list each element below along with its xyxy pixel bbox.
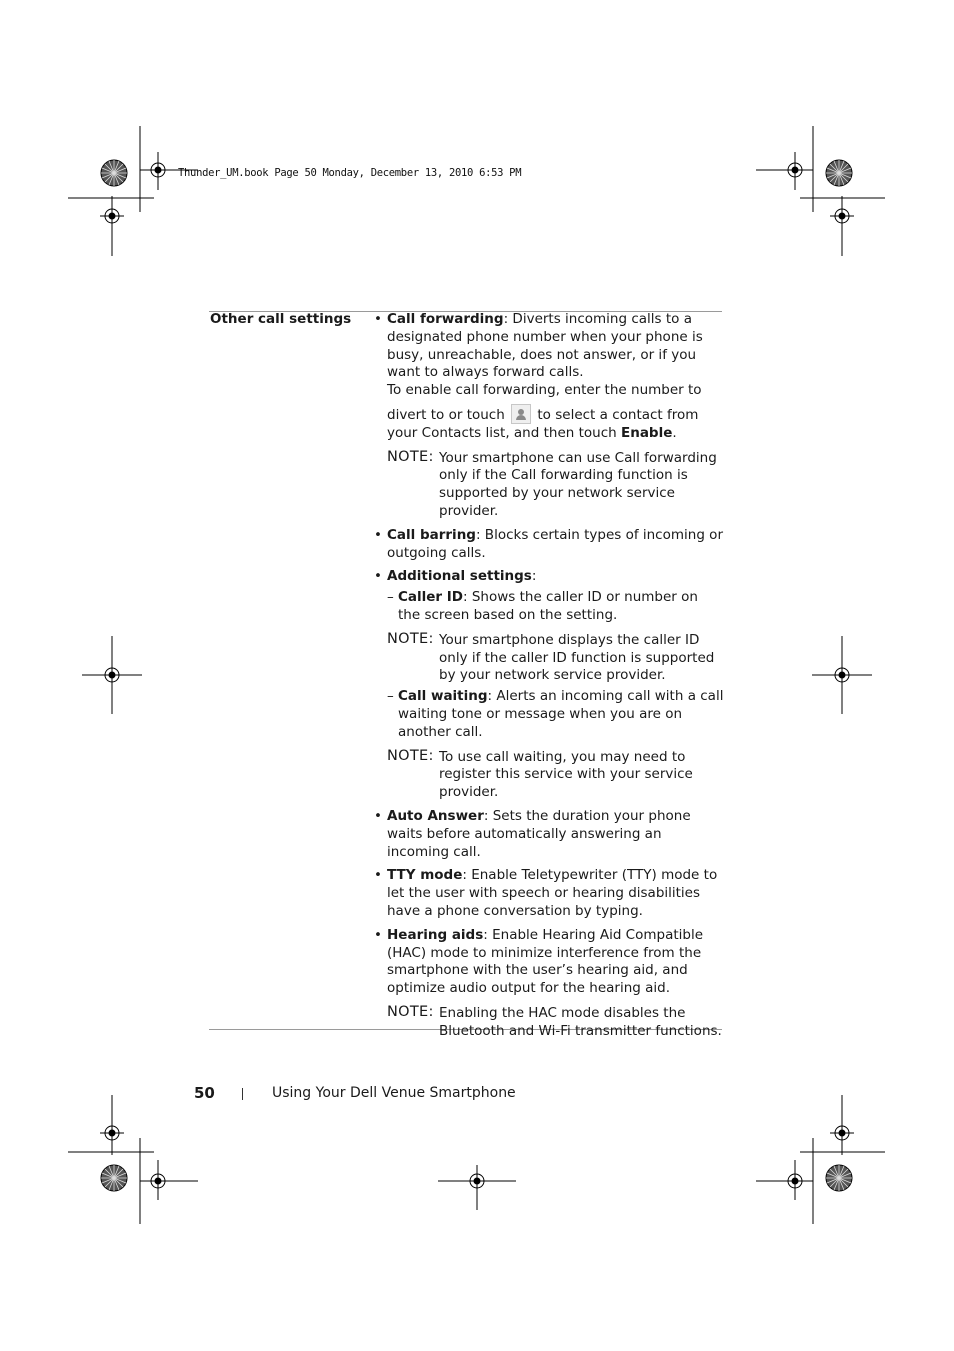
page-number: 50 [194, 1084, 215, 1102]
list-item-hearing-aids: • Hearing aids: Enable Hearing Aid Compatible (HAC) mode to minimize interference from the smartphone with the user’s hearing aid, and optimize audio output for the hearing aid. [374, 927, 724, 998]
footer-title: Using Your Dell Venue Smartphone [272, 1085, 516, 1101]
star-target-icon [101, 160, 127, 186]
row-label: Other call settings [210, 311, 352, 327]
note-call-forwarding: NOTE: Your smartphone can use Call forwarding only if the Call forwarding function is supported by your network service provider. [387, 448, 717, 519]
list-item-auto-answer: • Auto Answer: Sets the duration your phone waits before automatically answering an incoming call. [374, 808, 724, 861]
list-item-call-barring: • Call barring: Blocks certain types of incoming or outgoing calls. [374, 527, 724, 563]
list-item-call-forwarding: • Call forwarding: Diverts incoming calls to a designated phone number when your phone is busy, unreachable, does not answer, or if you want to always forward calls. To enable call forwarding, enter the number to divert to or touch to select a contact from your Contacts list, and then touch Enable. [374, 311, 724, 443]
note-label: NOTE: [387, 448, 434, 465]
note-label: NOTE: [387, 1003, 434, 1020]
list-item-tty-mode: • TTY mode: Enable Teletypewriter (TTY) mode to let the user with speech or hearing disabilities have a phone conversation by typing. [374, 867, 724, 920]
note-call-waiting: NOTE: To use call waiting, you may need to register this service with your service provider. [387, 747, 693, 801]
sub-item-call-waiting: – Call waiting: Alerts an incoming call with a call waiting tone or message when you are on another call. [387, 688, 724, 741]
sub-item-caller-id: – Caller ID: Shows the caller ID or number on the screen based on the setting. [387, 589, 724, 625]
note-label: NOTE: [387, 747, 434, 764]
print-slug: Thunder_UM.book Page 50 Monday, December 13, 2010 6:53 PM [178, 167, 522, 179]
enable-text: Enable [620, 424, 673, 441]
star-target-icon [826, 1165, 852, 1191]
star-target-icon [826, 160, 852, 186]
note-hearing-aids: NOTE: Enabling the HAC mode disables the Bluetooth and Wi-Fi transmitter functions. [387, 1003, 722, 1039]
star-target-icon [101, 1165, 127, 1191]
term-call-forwarding: Call forwarding [387, 311, 504, 327]
note-label: NOTE: [387, 630, 434, 647]
list-item-additional-settings: • Additional settings: [374, 568, 724, 586]
note-caller-id: NOTE: Your smartphone displays the caller ID only if the caller ID function is supported by your network service provider. [387, 630, 715, 684]
